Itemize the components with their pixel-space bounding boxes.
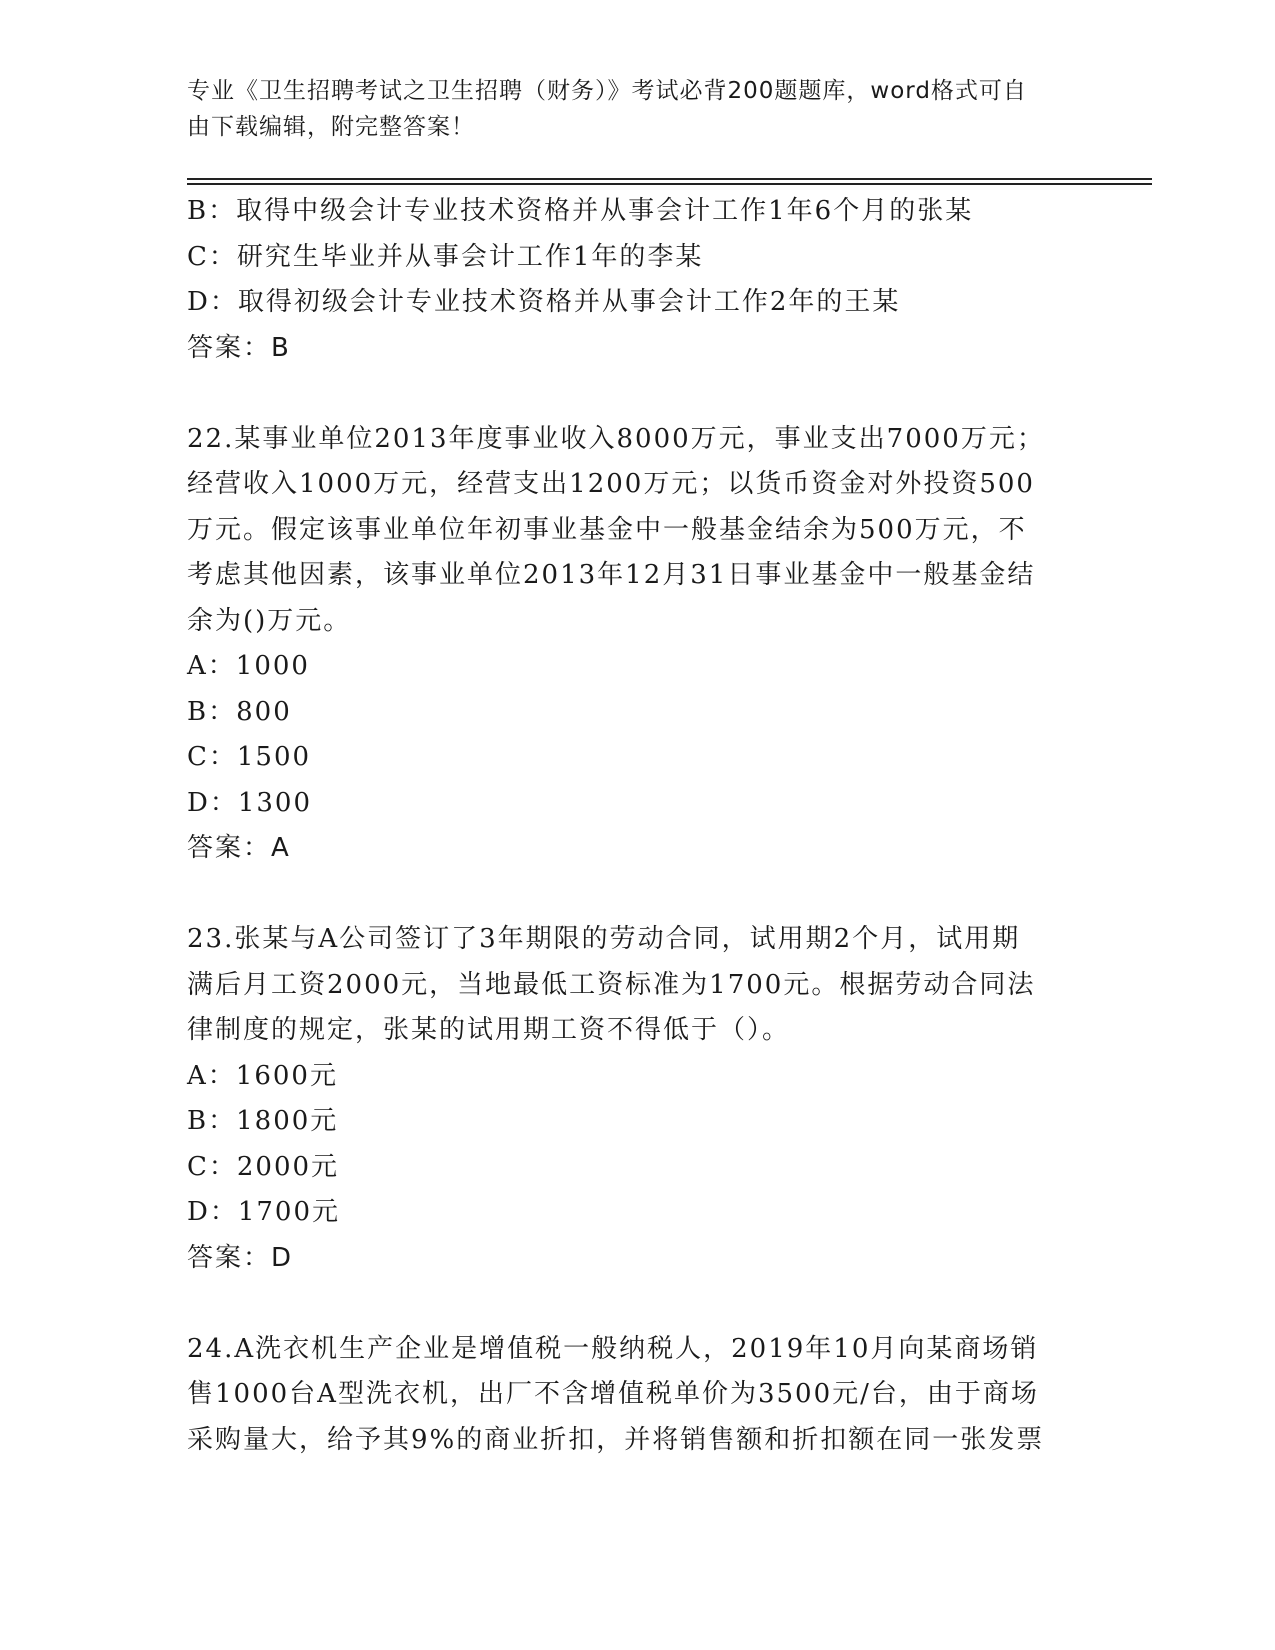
question-stem-line: 余为()万元。 [187, 605, 352, 636]
answer: 答案：A [187, 833, 291, 863]
question-content [187, 189, 1087, 1463]
option-d: D：1300 [187, 787, 313, 818]
question-stem-line: 经营收入1000万元，经营支出1200万元；以货币资金对外投资500 [187, 469, 1035, 499]
spacer [187, 1281, 1087, 1327]
question-stem-line: 22.某事业单位2013年度事业收入8000万元，事业支出7000万元； [187, 423, 1045, 454]
question-stem-line: 考虑其他因素，该事业单位2013年12月31日事业基金中一般基金结 [187, 560, 1036, 590]
question-23 [187, 917, 1087, 1281]
header-line-2: 由下载编辑，附完整答案！ [187, 114, 475, 140]
spacer [187, 371, 1087, 417]
option-b: B：取得中级会计专业技术资格并从事会计工作1年6个月的张某 [187, 196, 974, 226]
question-21 [187, 189, 1087, 371]
answer: 答案：D [187, 1242, 294, 1273]
question-stem-line: 万元。假定该事业单位年初事业基金中一般基金结余为500万元，不 [187, 514, 1027, 545]
question-24 [187, 1327, 1087, 1464]
header-rule-bottom [187, 183, 1152, 185]
header-line-1: 专业《卫生招聘考试之卫生招聘（财务）》考试必背200题题库，word格式可自 [187, 78, 1027, 104]
option-b: B：800 [187, 696, 292, 727]
option-a: A：1000 [187, 651, 310, 681]
option-c: C：2000元 [187, 1151, 340, 1182]
answer: 答案：B [187, 332, 291, 363]
option-c: C：研究生毕业并从事会计工作1年的李某 [187, 241, 704, 272]
question-stem-line: 满后月工资2000元，当地最低工资标准为1700元。根据劳动合同法 [187, 969, 1036, 1000]
option-a: A：1600元 [187, 1060, 338, 1091]
document-header [187, 73, 1067, 145]
header-rule-top [187, 178, 1152, 180]
question-stem-line: 售1000台A型洗衣机，出厂不含增值税单价为3500元/台，由于商场 [187, 1379, 1039, 1409]
option-d: D：取得初级会计专业技术资格并从事会计工作2年的王某 [187, 287, 901, 317]
question-stem-line: 律制度的规定，张某的试用期工资不得低于（）。 [187, 1015, 791, 1045]
option-b: B：1800元 [187, 1106, 339, 1136]
spacer [187, 872, 1087, 918]
option-d: D：1700元 [187, 1197, 341, 1227]
question-22 [187, 417, 1087, 872]
question-stem-line: 23.张某与A公司签订了3年期限的劳动合同，试用期2个月，试用期 [187, 924, 1021, 954]
question-stem-line: 24.A洗衣机生产企业是增值税一般纳税人，2019年10月向某商场销 [187, 1333, 1039, 1364]
option-c: C：1500 [187, 742, 312, 772]
question-stem-line: 采购量大，给予其9%的商业折扣，并将销售额和折扣额在同一张发票 [187, 1424, 1045, 1455]
